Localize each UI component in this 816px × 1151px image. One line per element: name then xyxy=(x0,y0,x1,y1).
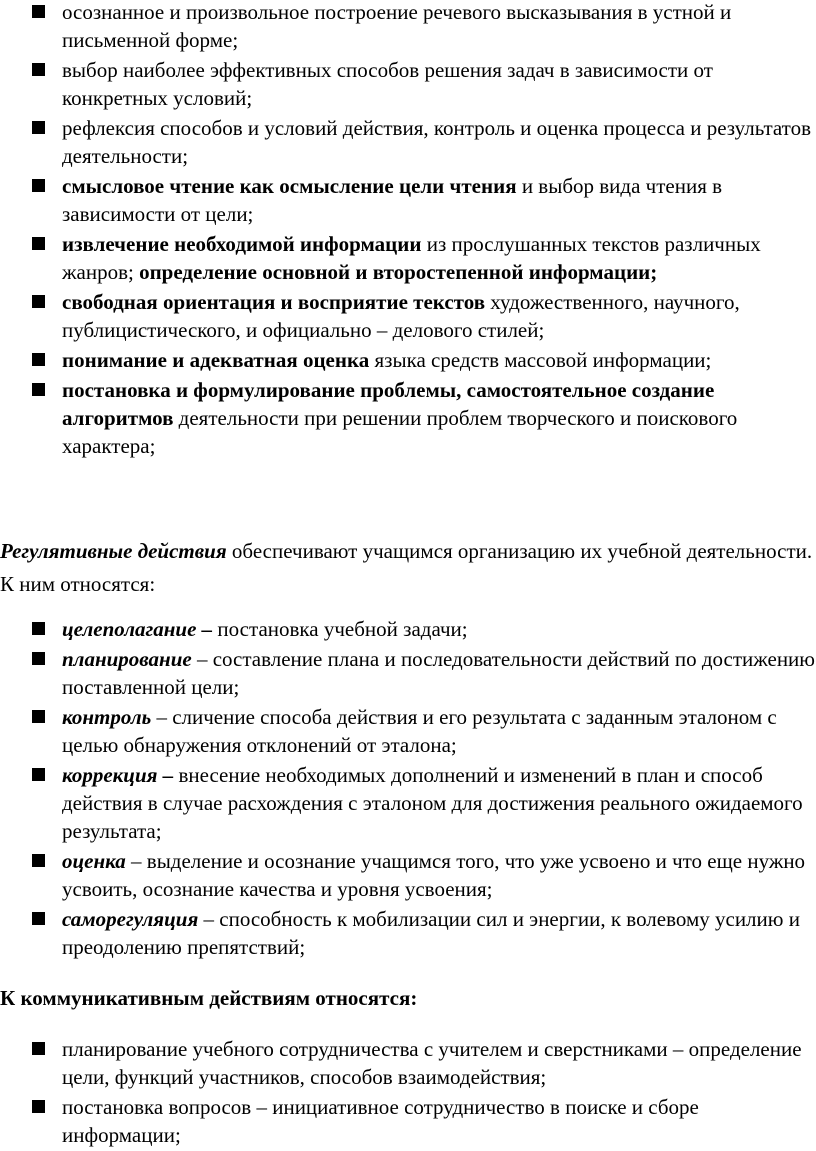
term: целеполагание – xyxy=(62,617,213,641)
list-item: контроль – сличение способа действия и его результата с заданным эталоном с целью обнаружения отклонений от эталона; xyxy=(30,703,816,759)
regulative-actions-paragraph: Регулятивные действия обеспечивают учащимся организацию их учебной деятельности. К ним относятся: xyxy=(0,539,813,596)
regulative-actions-list xyxy=(30,615,816,963)
list-item: извлечение необходимой информации из прослушанных текстов различных жанров; определение основной и второстепенной информации; xyxy=(30,230,816,286)
list-item: саморегуляция – способность к мобилизации сил и энергии, к волевому усилию и преодолению препятствий; xyxy=(30,905,816,961)
list-item: оценка – выделение и осознание учащимся того, что уже усвоено и что еще нужно усвоить, осознание качества и уровня усвоения; xyxy=(30,847,816,903)
list-item: целеполагание – постановка учебной задачи; xyxy=(30,615,816,643)
list-item: планирование учебного сотрудничества с учителем и сверстниками – определение цели, функций участников, способов взаимодействия; xyxy=(30,1035,816,1091)
term: планирование xyxy=(62,647,192,671)
square-bullet-icon xyxy=(32,622,45,635)
term: саморегуляция xyxy=(62,907,199,931)
square-bullet-icon xyxy=(32,5,45,18)
regulative-term: Регулятивные действия xyxy=(0,539,227,563)
term: оценка xyxy=(62,849,126,873)
bold-phrase: определение основной и второстепенной информации; xyxy=(139,260,658,284)
square-bullet-icon xyxy=(32,353,45,366)
bold-phrase: постановка и формулирование проблемы, самостоятельное создание алгоритмов xyxy=(62,378,715,430)
square-bullet-icon xyxy=(32,768,45,781)
square-bullet-icon xyxy=(32,710,45,723)
list-item: понимание и адекватная оценка языка средств массовой информации; xyxy=(30,346,816,374)
cognitive-actions-list xyxy=(30,0,816,462)
square-bullet-icon xyxy=(32,1100,45,1113)
bold-phrase: извлечение необходимой информации xyxy=(62,232,422,256)
square-bullet-icon xyxy=(32,237,45,250)
list-item: смысловое чтение как осмысление цели чтения и выбор вида чтения в зависимости от цели; xyxy=(30,172,816,228)
square-bullet-icon xyxy=(32,1042,45,1055)
square-bullet-icon xyxy=(32,652,45,665)
list-item: планирование – составление плана и последовательности действий по достижению поставленной цели; xyxy=(30,645,816,701)
bold-phrase: свободная ориентация и восприятие текстов xyxy=(62,290,486,314)
square-bullet-icon xyxy=(32,179,45,192)
bold-phrase: понимание и адекватная оценка xyxy=(62,348,370,372)
square-bullet-icon xyxy=(32,63,45,76)
term: контроль xyxy=(62,705,152,729)
square-bullet-icon xyxy=(32,295,45,308)
communicative-actions-heading: К коммуникативным действиям относятся: xyxy=(0,986,418,1010)
square-bullet-icon xyxy=(32,121,45,134)
list-item: осознанное и произвольное построение речевого высказывания в устной и письменной форме; xyxy=(30,0,816,54)
list-item: свободная ориентация и восприятие текстов художественного, научного, публицистического, и официально – делового стилей; xyxy=(30,288,816,344)
communicative-actions-list xyxy=(30,1035,816,1151)
list-item: коррекция – внесение необходимых дополнений и изменений в план и способ действия в случае расхождения с эталоном для достижения реального ожидаемого результата; xyxy=(30,761,816,845)
list-item: рефлексия способов и условий действия, контроль и оценка процесса и результатов деятельности; xyxy=(30,114,816,170)
list-item: выбор наиболее эффективных способов решения задач в зависимости от конкретных условий; xyxy=(30,56,816,112)
square-bullet-icon xyxy=(32,854,45,867)
list-item: постановка и формулирование проблемы, самостоятельное создание алгоритмов деятельности при решении проблем творческого и поискового характера; xyxy=(30,376,816,460)
square-bullet-icon xyxy=(32,912,45,925)
bold-phrase: смысловое чтение как осмысление цели чтения xyxy=(62,174,517,198)
list-item: постановка вопросов – инициативное сотрудничество в поиске и сборе информации; xyxy=(30,1093,816,1149)
square-bullet-icon xyxy=(32,383,45,396)
term: коррекция – xyxy=(62,763,174,787)
